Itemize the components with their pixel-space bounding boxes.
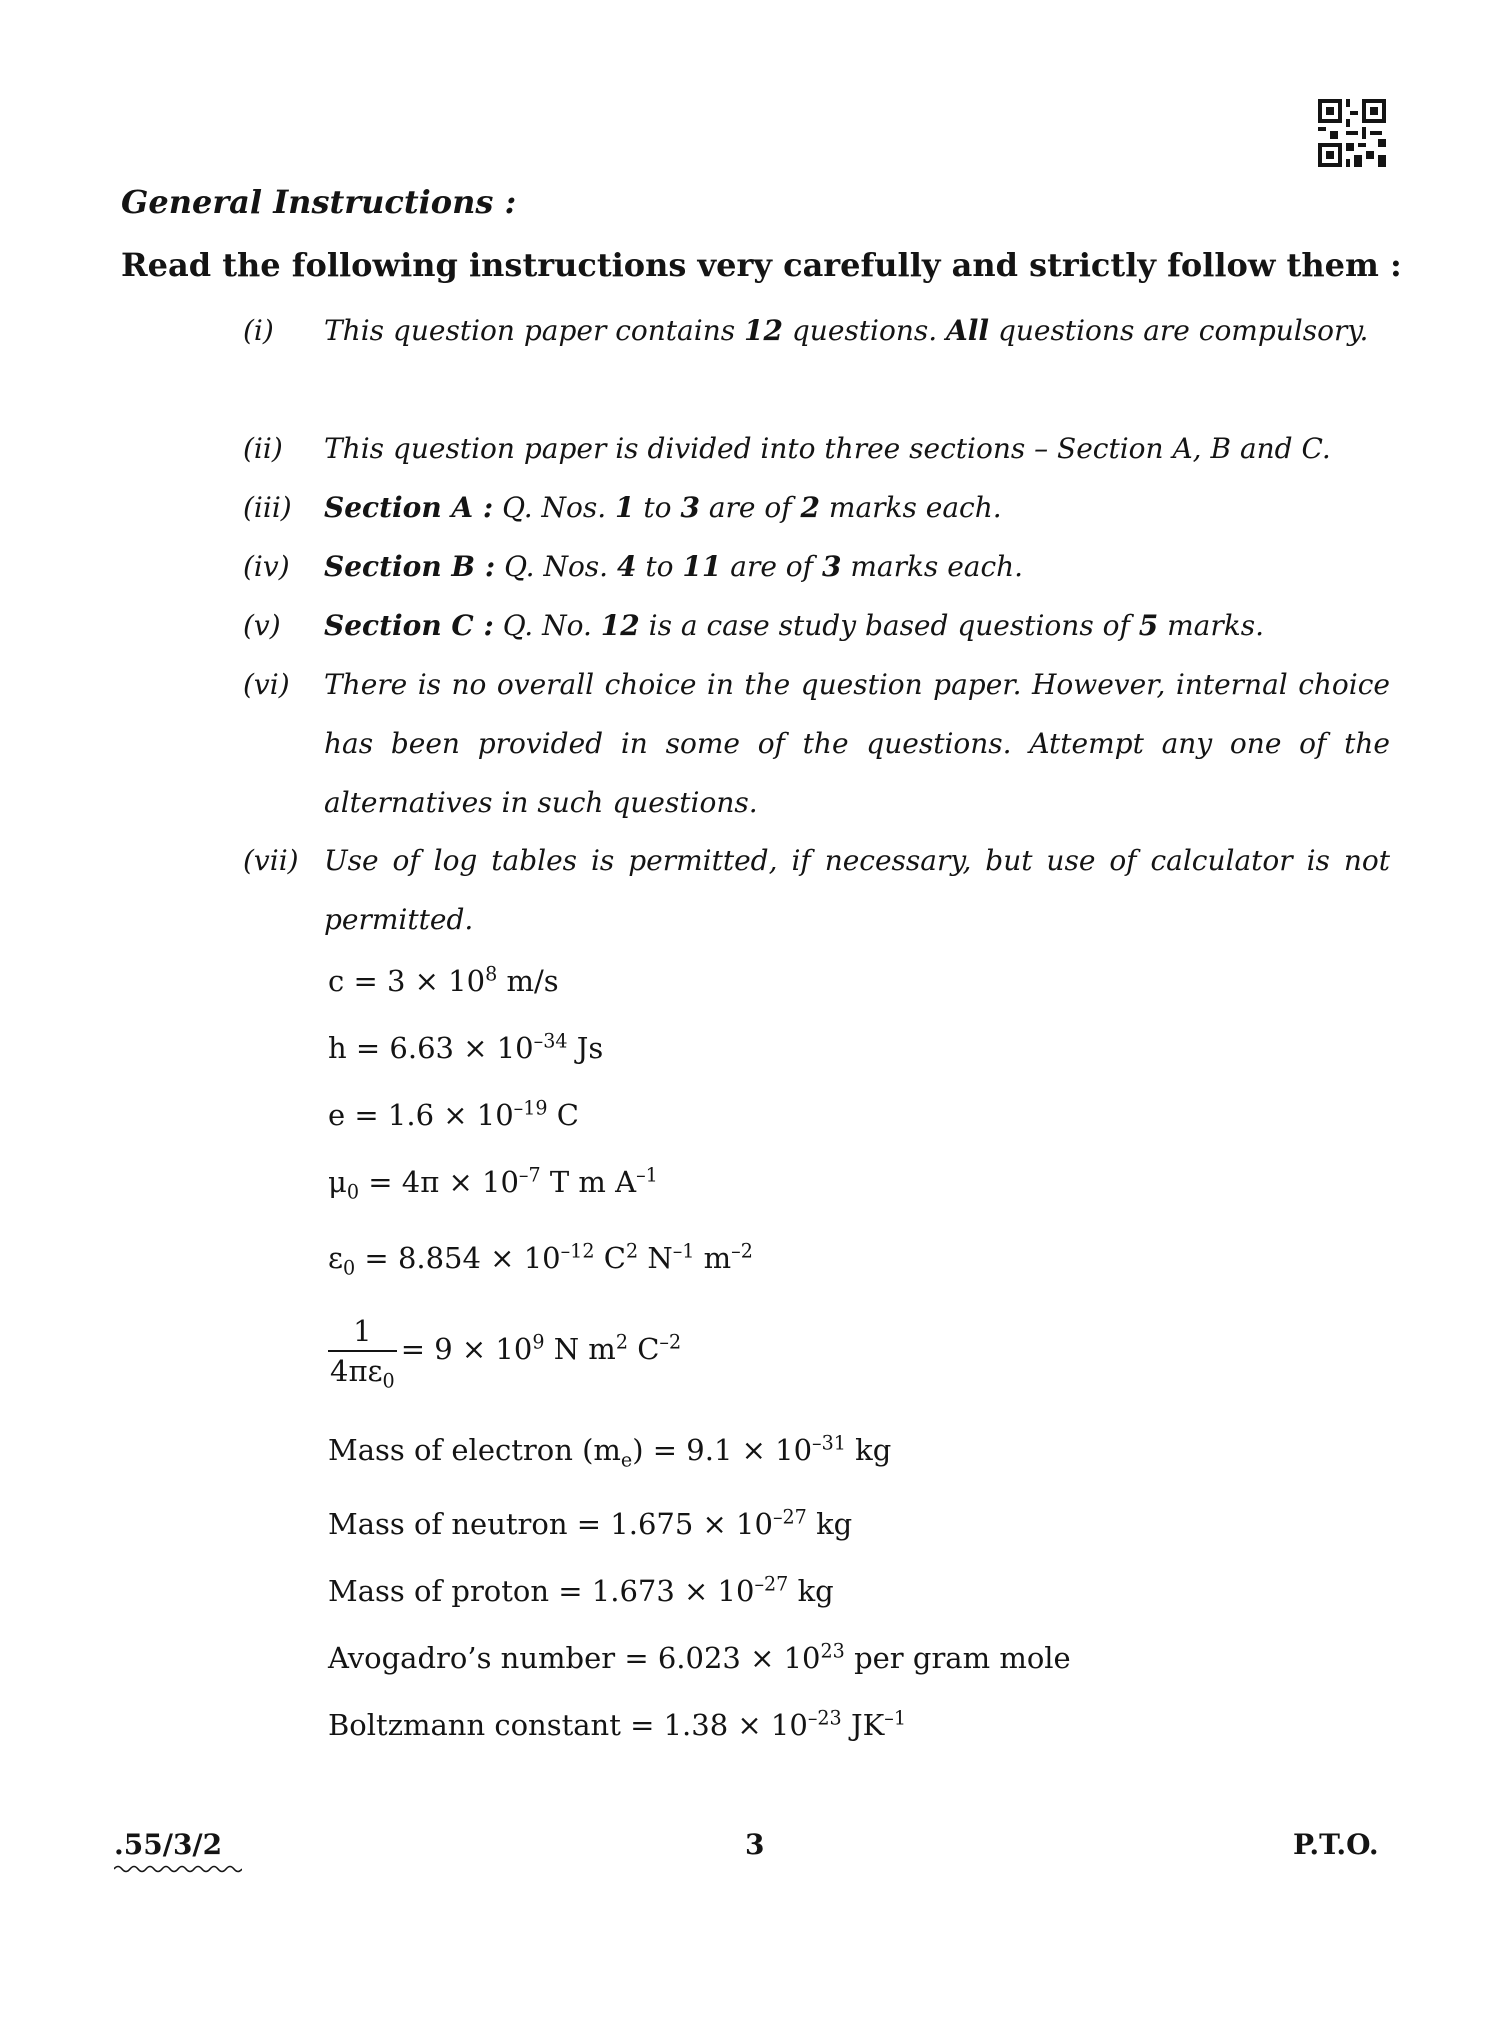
instruction-item bbox=[243, 301, 1390, 360]
instruction-item bbox=[243, 831, 1390, 949]
instruction-text: This question paper contains 12 questions. All questions are compulsory. bbox=[324, 314, 1369, 347]
instruction-number: (ii) bbox=[243, 432, 283, 465]
instruction-number: (vi) bbox=[243, 668, 290, 701]
please-turn-over: P.T.O. bbox=[1293, 1828, 1379, 1861]
constant-neutron-mass: Mass of neutron = $1.675 \times 10^{-27}$ kg bbox=[328, 1505, 853, 1541]
constant-coulomb: $\frac{1}{4\pi\varepsilon_0}$ = $9 \times 10^9$ N $m^2$ $C^{-2}$ bbox=[330, 1314, 682, 1393]
instruction-item bbox=[243, 478, 1390, 537]
constant-electron-charge: $e = 1.6 \times 10^{-19}$ C bbox=[328, 1096, 579, 1132]
constant-permittivity: $\varepsilon_0 = 8.854 \times 10^{-12}$ $C^2$ $N^{-1}$ $m^{-2}$ bbox=[328, 1239, 753, 1280]
instruction-text: Section A : Q. Nos. 1 to 3 are of 2 marks each. bbox=[324, 491, 1002, 524]
read-instructions-heading: Read the following instructions very carefully and strictly follow them : bbox=[121, 246, 1402, 284]
instruction-item bbox=[243, 596, 1390, 655]
general-instructions-title: General Instructions : bbox=[121, 183, 517, 221]
instruction-number: (v) bbox=[243, 609, 281, 642]
instruction-number: (iii) bbox=[243, 491, 292, 524]
instruction-number: (i) bbox=[243, 314, 274, 347]
fraction: $\frac{1}{4\pi\varepsilon_0}$ bbox=[330, 1314, 395, 1393]
instruction-item bbox=[243, 537, 1390, 596]
constant-speed-of-light: $c = 3 \times 10^8$ m/s bbox=[328, 962, 559, 998]
constant-electron-mass: Mass of electron $(m_e) = 9.1 \times 10^{-31}$ kg bbox=[328, 1431, 892, 1472]
instruction-number: (vii) bbox=[243, 844, 299, 877]
wavy-underline bbox=[114, 1864, 242, 1874]
instruction-text: Section C : Q. No. 12 is a case study based questions of 5 marks. bbox=[324, 609, 1264, 642]
constant-proton-mass: Mass of proton = $1.673 \times 10^{-27}$ kg bbox=[328, 1572, 834, 1608]
instruction-number: (iv) bbox=[243, 550, 290, 583]
instruction-item bbox=[243, 655, 1390, 832]
instruction-text: Section B : Q. Nos. 4 to 11 are of 3 marks each. bbox=[324, 550, 1024, 583]
page-number: 3 bbox=[745, 1828, 765, 1861]
instruction-text: Use of log tables is permitted, if necessary, but use of calculator is not permitted. bbox=[324, 844, 1390, 936]
paper-code: .55/3/2 bbox=[114, 1828, 223, 1861]
instruction-item bbox=[243, 419, 1390, 478]
constant-planck: $h = 6.63 \times 10^{-34}$ Js bbox=[328, 1029, 604, 1065]
constant-boltzmann: Boltzmann constant = $1.38 \times 10^{-23}$ $JK^{-1}$ bbox=[328, 1706, 906, 1742]
constant-avogadro: Avogadro’s number = $6.023 \times 10^{23}$ per gram mole bbox=[328, 1639, 1071, 1675]
instruction-text: This question paper is divided into three sections – Section A, B and C. bbox=[324, 432, 1331, 465]
qr-code-icon bbox=[1318, 99, 1386, 167]
instruction-text: There is no overall choice in the question paper. However, internal choice has been provided in some of the questions. Attempt any one of the alternatives in such questions. bbox=[324, 668, 1390, 819]
constant-permeability: $\mu_0 = 4\pi \times 10^{-7}$ T m $A^{-1}$ bbox=[328, 1163, 658, 1204]
